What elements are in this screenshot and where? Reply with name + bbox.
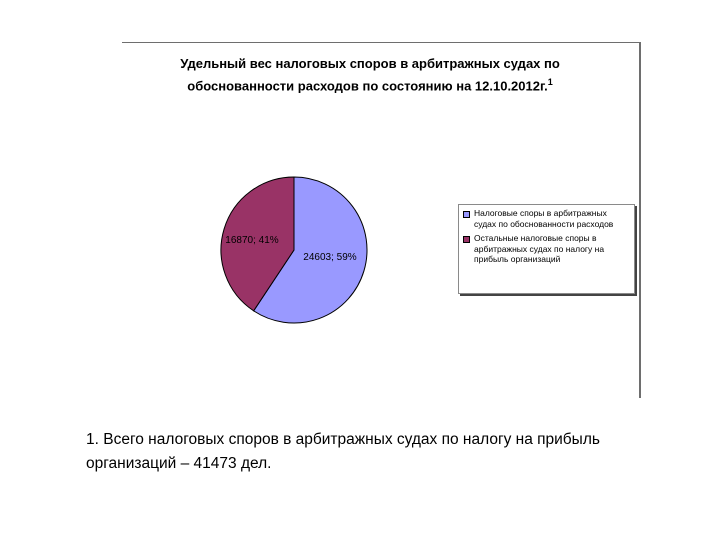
legend-label: Остальные налоговые споры в арбитражных судах по налогу на прибыль организаций (474, 233, 605, 264)
pie-data-label-1: 24603; 59% (303, 252, 357, 263)
legend-item-other-disputes (463, 233, 630, 265)
footnote-text: 1. Всего налоговых споров в арбитражных судах по налогу на прибыль организаций – 41473 дел. (86, 431, 600, 472)
chart-title-line-1: Удельный вес налоговых споров в арбитражных судах по (180, 56, 560, 71)
chart-title-line-2: обоснованности расходов по состоянию на 12.10.2012г. (187, 78, 548, 94)
chart-legend (458, 204, 635, 294)
pie-data-label-2: 16870; 41% (225, 235, 279, 246)
chart-title-footnote-mark: 1 (547, 77, 553, 87)
legend-label: Налоговые споры в арбитражных судах по обоснованности расходов (474, 208, 614, 229)
legend-item-justified-expenses (463, 208, 630, 229)
legend-swatch (463, 236, 470, 243)
legend-swatch (463, 211, 470, 218)
